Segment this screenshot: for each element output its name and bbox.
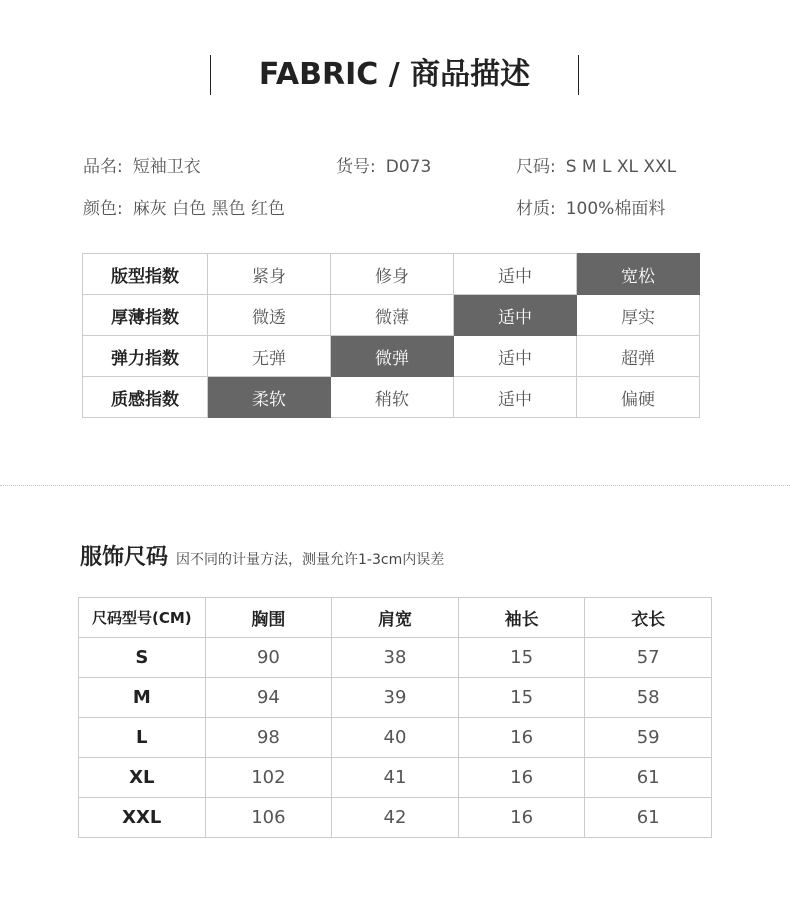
size-chart-table: [78, 597, 712, 838]
fabric-index-option: 偏硬: [577, 377, 700, 418]
size-chart-size-cell: XXL: [79, 798, 206, 838]
size-value: S M L XL XXL: [565, 157, 677, 177]
size-label: 尺码:: [516, 157, 556, 177]
fabric-index-option-selected: 柔软: [208, 377, 331, 418]
size-chart-row: [79, 638, 712, 678]
size-chart-size-cell: S: [79, 638, 206, 678]
fabric-index-option-selected: 宽松: [577, 254, 700, 295]
size-chart-title: 服饰尺码: [80, 545, 169, 570]
fabric-index-option-selected: 微弹: [331, 336, 454, 377]
fabric-index-option: 适中: [454, 336, 577, 377]
size-chart-value-cell: 61: [585, 798, 712, 838]
size-chart-row: [79, 758, 712, 798]
section-divider: [0, 485, 790, 486]
size-chart-value-cell: 38: [332, 638, 459, 678]
fabric-index-option: 微薄: [331, 295, 454, 336]
fabric-index-option: 紧身: [208, 254, 331, 295]
product-name-label: 品名:: [83, 157, 123, 177]
size-chart-heading: [80, 540, 444, 571]
size-chart-value-cell: 16: [458, 758, 585, 798]
fabric-index-option: 稍软: [331, 377, 454, 418]
size-chart-size-cell: L: [79, 718, 206, 758]
size-chart-value-cell: 15: [458, 678, 585, 718]
size-chart-value-cell: 106: [205, 798, 332, 838]
page-title: FABRIC / 商品描述: [258, 57, 531, 92]
fabric-index-row: [83, 295, 700, 336]
fabric-index-option: 厚实: [577, 295, 700, 336]
product-sizes: [516, 152, 676, 177]
fabric-index-table: [82, 253, 700, 418]
fabric-index-label: 厚薄指数: [83, 295, 208, 336]
product-item-no: [336, 152, 431, 177]
fabric-index-row: [83, 377, 700, 418]
size-chart-value-cell: 42: [332, 798, 459, 838]
size-chart-size-cell: XL: [79, 758, 206, 798]
size-chart-value-cell: 40: [332, 718, 459, 758]
size-chart-column-header: 袖长: [458, 598, 585, 638]
title-divider-right: [578, 55, 579, 95]
product-colors: [83, 194, 285, 219]
size-chart-column-header: 肩宽: [332, 598, 459, 638]
size-chart-value-cell: 15: [458, 638, 585, 678]
size-chart-value-cell: 41: [332, 758, 459, 798]
item-no-label: 货号:: [336, 157, 376, 177]
fabric-index-option-selected: 适中: [454, 295, 577, 336]
size-chart-row: [79, 678, 712, 718]
size-chart-column-header: 胸围: [205, 598, 332, 638]
size-chart-value-cell: 90: [205, 638, 332, 678]
size-chart-value-cell: 16: [458, 798, 585, 838]
fabric-index-label: 版型指数: [83, 254, 208, 295]
fabric-index-option: 无弹: [208, 336, 331, 377]
fabric-index-label: 质感指数: [83, 377, 208, 418]
size-chart-value-cell: 98: [205, 718, 332, 758]
size-chart-column-header: 尺码型号(CM): [79, 598, 206, 638]
size-chart-row: [79, 798, 712, 838]
size-chart-value-cell: 59: [585, 718, 712, 758]
size-chart-value-cell: 39: [332, 678, 459, 718]
fabric-index-option: 适中: [454, 254, 577, 295]
color-label: 颜色:: [83, 199, 123, 219]
product-name: [83, 152, 201, 177]
fabric-index-option: 微透: [208, 295, 331, 336]
size-chart-row: [79, 718, 712, 758]
item-no-value: D073: [385, 157, 432, 177]
size-chart-size-cell: M: [79, 678, 206, 718]
product-material: [516, 194, 665, 219]
product-name-value: 短袖卫衣: [132, 157, 201, 177]
fabric-index-row: [83, 254, 700, 295]
fabric-index-row: [83, 336, 700, 377]
size-chart-value-cell: 102: [205, 758, 332, 798]
size-chart-value-cell: 58: [585, 678, 712, 718]
size-chart-header-row: [79, 598, 712, 638]
fabric-index-option: 适中: [454, 377, 577, 418]
material-value: 100%棉面料: [565, 199, 666, 219]
color-value: 麻灰 白色 黑色 红色: [132, 199, 285, 219]
size-chart-column-header: 衣长: [585, 598, 712, 638]
section-header: [0, 55, 790, 95]
fabric-index-label: 弹力指数: [83, 336, 208, 377]
material-label: 材质:: [516, 199, 556, 219]
fabric-index-option: 超弹: [577, 336, 700, 377]
size-chart-value-cell: 57: [585, 638, 712, 678]
fabric-index-option: 修身: [331, 254, 454, 295]
size-chart-value-cell: 16: [458, 718, 585, 758]
size-chart-note: 因不同的计量方法，测量允许1-3cm内误差: [176, 552, 445, 568]
size-chart-value-cell: 61: [585, 758, 712, 798]
size-chart-value-cell: 94: [205, 678, 332, 718]
